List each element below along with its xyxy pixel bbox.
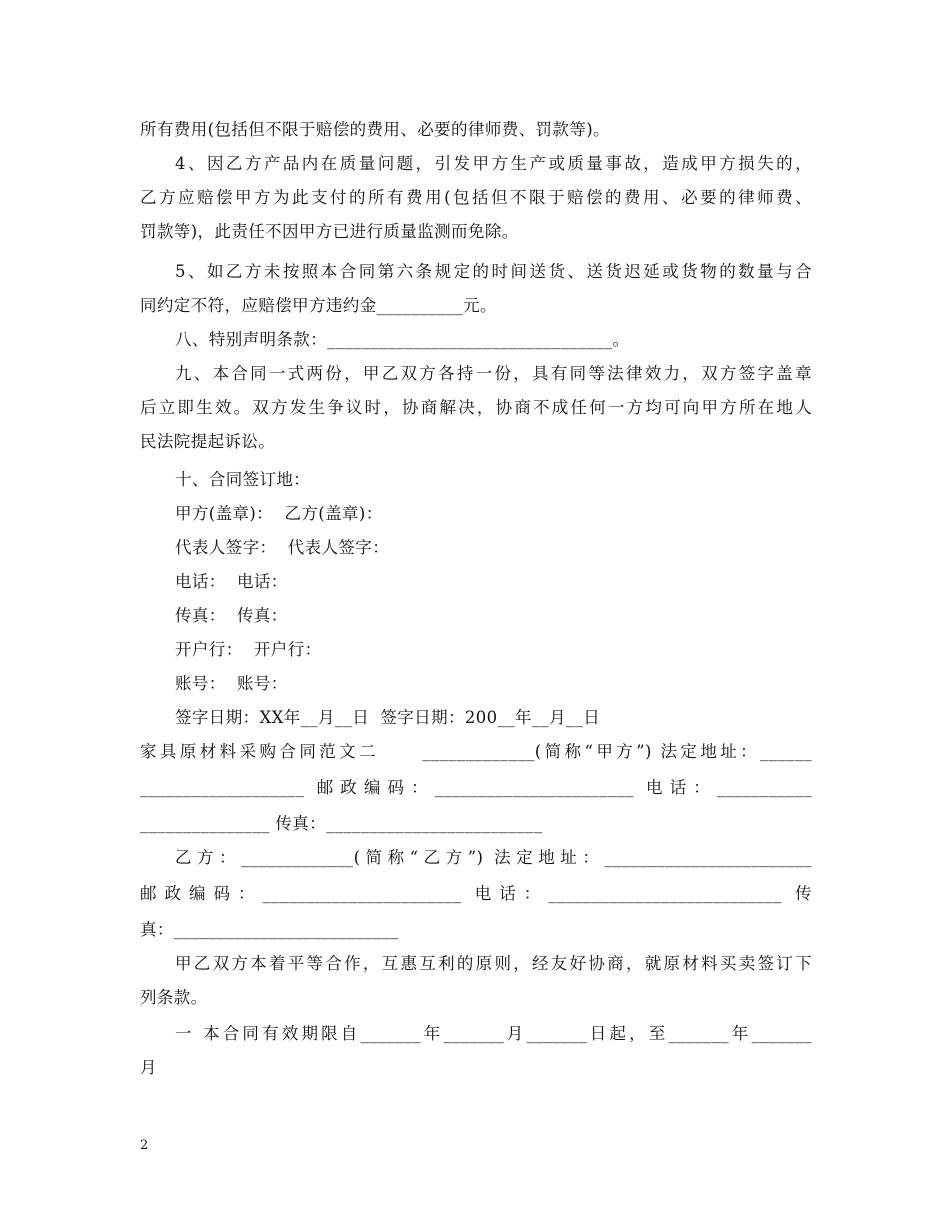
text-line: 甲方(盖章)： 乙方(盖章)： — [175, 504, 383, 523]
text-line: 电话： 电话： — [175, 572, 288, 591]
text-line: 5、如乙方未按照本合同第六条规定的时间送货、送货迟延或货物的数量与合 — [175, 262, 812, 281]
text-line: 一 本合同有效期限自_______年_______月_______日起，至_______年_______ — [175, 1024, 812, 1043]
text-line: 后立即生效。双方发生争议时，协商解决，协商不成任何一方均可向甲方所在地人 — [140, 398, 812, 417]
text-line: 甲乙双方本着平等合作，互惠互利的原则，经友好协商，就原材料买卖签订下 — [175, 954, 812, 973]
text-line: 4、因乙方产品内在质量问题，引发甲方生产或质量事故，造成甲方损失的， — [175, 154, 812, 173]
text-line: 邮政编码：_______________________ 电话：___________________________ 传 — [140, 884, 812, 903]
text-line: 所有费用(包括但不限于赔偿的费用、必要的律师费、罚款等)。 — [140, 120, 610, 139]
text-line: 乙方：_____________(简称“乙方”) 法定地址：________________________ — [175, 848, 812, 867]
text-line: 家具原材料采购合同范文二 _____________(简称“甲方”) 法定地址：______ — [140, 742, 812, 761]
text-line: 代表人签字： 代表人签字： — [175, 538, 390, 557]
text-line: 账号： 账号： — [175, 674, 288, 693]
text-line: 真：__________________________ — [140, 920, 399, 939]
text-line: 罚款等)，此责任不因甲方已进行质量监测而免除。 — [140, 222, 519, 241]
text-line: 乙方应赔偿甲方为此支付的所有费用(包括但不限于赔偿的费用、必要的律师费、 — [140, 188, 812, 207]
text-line: 民法院提起诉讼。 — [140, 432, 276, 451]
text-line: 传真： 传真： — [175, 606, 288, 625]
text-line: 九、本合同一式两份，甲乙双方各持一份，具有同等法律效力，双方签字盖章 — [175, 364, 812, 383]
text-line: 列条款。 — [140, 988, 208, 1007]
text-line: 十、合同签订地： — [175, 470, 311, 489]
text-line: _______________ 传真：_________________________ — [140, 814, 543, 833]
text-line: 八、特别声明条款：_________________________________。 — [175, 330, 630, 349]
text-line: 月 — [140, 1058, 157, 1077]
text-line: 签字日期：XX年__月__日 签字日期：200__年__月__日 — [175, 708, 601, 727]
page-number: 2 — [140, 1138, 149, 1153]
text-line: 同约定不符，应赔偿甲方违约金__________元。 — [140, 296, 497, 315]
text-line: ___________________ 邮政编码：_______________________ 电话：___________ — [140, 778, 812, 797]
text-line: 开户行： 开户行： — [175, 640, 322, 659]
